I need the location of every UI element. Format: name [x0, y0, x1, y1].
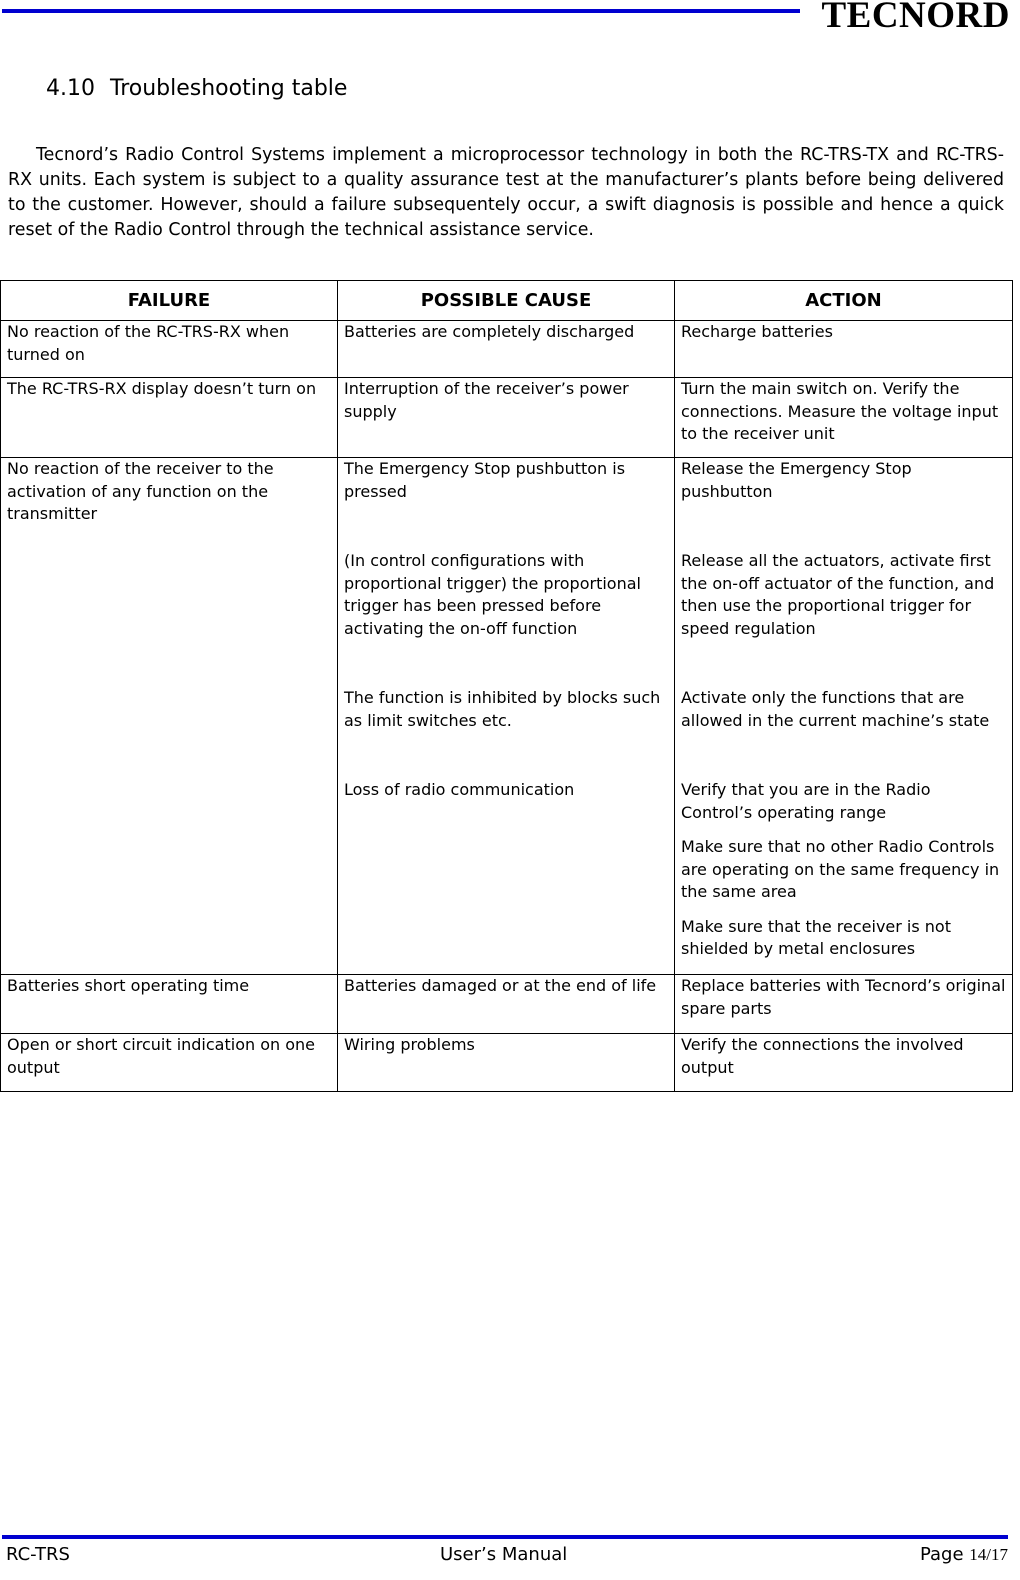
cause-cell: Batteries damaged or at the end of life: [338, 975, 675, 1034]
footer-page-indicator: [920, 1544, 1008, 1565]
action-item: Make sure that the receiver is not shielded by metal enclosures: [681, 916, 951, 958]
footer-page-label: Page: [919, 1544, 964, 1565]
header-failure: FAILURE: [1, 281, 338, 321]
section-number: 4.10: [46, 76, 95, 101]
cause-item: Loss of radio communication: [344, 780, 575, 799]
header-possible-cause: POSSIBLE CAUSE: [338, 281, 675, 321]
header-rule: [2, 9, 800, 13]
footer-product: RC-TRS: [6, 1544, 70, 1565]
action-cell: Recharge batteries: [675, 321, 1013, 378]
action-item: Make sure that no other Radio Controls are operating on the same frequency in the same area: [681, 837, 1000, 901]
cause-cell: Interruption of the receiver’s power supply: [338, 378, 675, 458]
table-row: [1, 1034, 1013, 1092]
table-header-row: [1, 281, 1013, 321]
failure-cell: No reaction of the receiver to the activation of any function on the transmitter: [1, 458, 338, 975]
action-item: Release all the actuators, activate first the on-off actuator of the function, and then use the proportional trigger for speed regulation: [681, 551, 995, 638]
table-row: [1, 975, 1013, 1034]
action-item: Activate only the functions that are allowed in the current machine’s state: [681, 688, 990, 730]
action-cell: Replace batteries with Tecnord’s original spare parts: [675, 975, 1013, 1034]
failure-cell: The RC-TRS-RX display doesn’t turn on: [1, 378, 338, 458]
cause-cell: Batteries are completely discharged: [338, 321, 675, 378]
section-title: [46, 76, 347, 101]
footer-document-title: User’s Manual: [440, 1544, 568, 1565]
cause-cell: Wiring problems: [338, 1034, 675, 1092]
cause-item: (In control configurations with proportional trigger) the proportional trigger has been pressed before activating the on-off function: [344, 551, 641, 638]
intro-paragraph: Tecnord’s Radio Control Systems implement a microprocessor technology in both the RC-TRS-TX and RC-TRS-RX units. Each system is subject to a quality assurance test at the manufacturer’s plants before being delivered to the customer. However, should a failure subsequentely occur, a swift diagnosis is possible and hence a quick reset of the Radio Control through the technical assistance service.: [8, 145, 1004, 240]
action-cell: Verify the connections the involved output: [675, 1034, 1013, 1092]
action-item: Verify that you are in the Radio Control’s operating range: [681, 780, 931, 822]
failure-cell: Batteries short operating time: [1, 975, 338, 1034]
action-cell: [675, 458, 1013, 975]
table-row: [1, 321, 1013, 378]
action-cell: Turn the main switch on. Verify the connections. Measure the voltage input to the receiver unit: [675, 378, 1013, 458]
failure-cell: Open or short circuit indication on one output: [1, 1034, 338, 1092]
section-title-text: Troubleshooting table: [109, 76, 348, 101]
failure-cell: No reaction of the RC-TRS-RX when turned on: [1, 321, 338, 378]
cause-item: The Emergency Stop pushbutton is pressed: [344, 459, 626, 501]
table-row: [1, 378, 1013, 458]
troubleshooting-table: [0, 280, 1013, 1092]
cause-cell: [338, 458, 675, 975]
footer-page-number: 14/17: [969, 1545, 1008, 1564]
header-action: ACTION: [675, 281, 1013, 321]
footer-rule: [2, 1535, 1008, 1539]
brand-logo-text: TECNORD: [821, 0, 1010, 36]
cause-item: The function is inhibited by blocks such as limit switches etc.: [344, 688, 661, 730]
action-item: Release the Emergency Stop pushbutton: [681, 459, 912, 501]
table-row: [1, 458, 1013, 975]
